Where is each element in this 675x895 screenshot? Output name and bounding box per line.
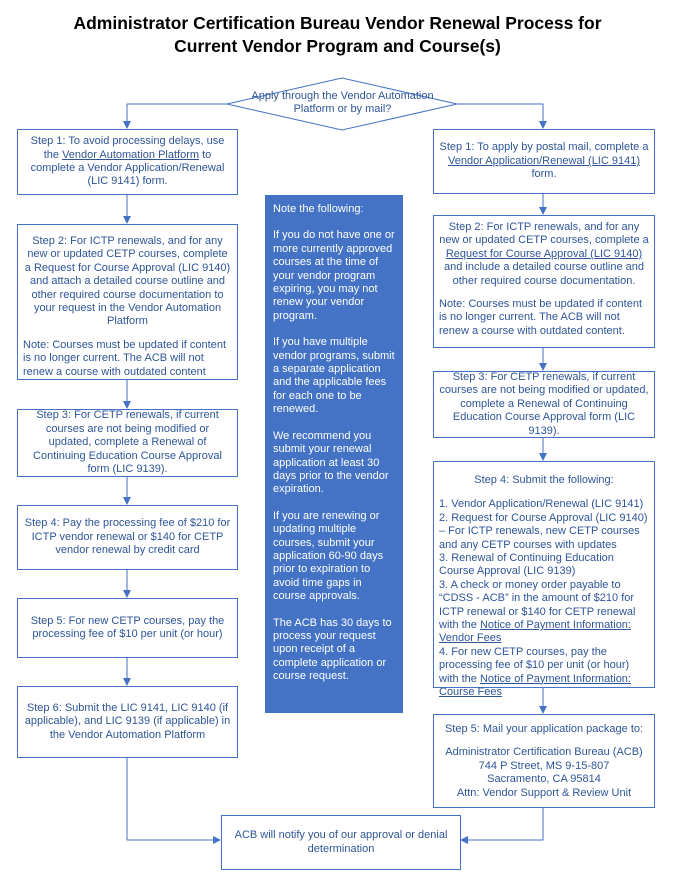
address-line-1: Administrator Certification Bureau (ACB) (445, 746, 643, 759)
address-line-2: 744 P Street, MS 9-15-807 (478, 759, 610, 772)
note-paragraph-1: If you do not have one or more currently approved courses at the time of your vendor program expiring, you may not renew your vendor program. (273, 229, 395, 322)
left-step-1 (17, 129, 238, 195)
final-notification-box (221, 815, 461, 870)
right-step-4-item-3: 3. Renewal of Continuing Education Course Approval (LIC 9139) (439, 552, 614, 578)
vendor-fees-link[interactable]: Notice of Payment Information: Vendor Fees (439, 619, 631, 645)
left-step-2-text: Step 2: For ICTP renewals, and for any new or updated CETP courses, complete a Request for Course Approval (LIC 9140) and attach a detailed course outline and other required course documentation to your request in the Vendor Automation Platform (24, 235, 231, 328)
title-line-1: Administrator Certification Bureau Vendor Renewal Process for (73, 13, 602, 33)
connector-right-final (461, 808, 543, 840)
right-step-4-item-5: 4. For new CETP courses, pay the processing fee of $10 per unit (or hour) with the (439, 645, 630, 685)
left-step-5-text: Step 5: For new CETP courses, pay the processing fee of $10 per unit (or hour) (30, 614, 225, 640)
connector-right-branch (457, 104, 543, 128)
left-step-1-text-a: Step 1: To avoid processing delays, use the (30, 135, 225, 161)
right-step-2-text-b: and include a detailed course outline and other required course documentation. (444, 261, 644, 287)
left-step-6-text: Step 6: Submit the LIC 9141, LIC 9140 (if applicable), and LIC 9139 (if applicable) in the Vendor Automation Platform (24, 701, 231, 741)
left-step-3 (17, 409, 238, 477)
right-step-2-note: Note: Courses must be updated if content is no longer current. The ACB will not renew a course with outdated content. (439, 298, 643, 337)
decision-text: Apply through the Vendor Automation Platform or by mail? (251, 90, 434, 116)
right-step-2 (433, 215, 655, 348)
right-step-4-item-4: 3. A check or money order payable to “CDSS - ACB” in the amount of $210 for ICTP renewal or $140 for CETP renewal with the (439, 578, 636, 632)
right-step-5-heading: Step 5: Mail your application package to: (444, 723, 644, 735)
left-step-3-text: Step 3: For CETP renewals, if current courses are not being modified or updated, complete a Renewal of Continuing Education Course Approval form (LIC 9139). (33, 409, 222, 476)
right-step-4-heading: Step 4: Submit the following: (474, 474, 614, 486)
note-panel (265, 195, 403, 713)
right-step-1-text-b: form. (531, 168, 557, 181)
note-paragraph-2: If you have multiple vendor programs, submit a separate application and the applicable fees for each one to be renewed. (273, 336, 395, 416)
note-paragraph-4: If you are renewing or updating multiple courses, submit your application 60-90 days prior to expiration to avoid time gaps in course approvals. (273, 509, 384, 603)
title-line-2: Current Vendor Program and Course(s) (174, 36, 501, 56)
right-step-1-text-a: Step 1: To apply by postal mail, complete a (439, 141, 649, 154)
right-step-4-item-2: 2. Request for Course Approval (LIC 9140) – For ICTP renewals, new CETP courses and any CETP courses with updates (439, 511, 648, 551)
right-step-5 (433, 714, 655, 808)
left-step-4 (17, 505, 238, 570)
right-step-3-text: Step 3: For CETP renewals, if current courses are not being modified or updated, complete a Renewal of Continuing Education Course Approval form (LIC 9139). (439, 370, 649, 437)
address-line-4: Attn: Vendor Support & Review Unit (456, 786, 632, 799)
connector-left-final (127, 758, 220, 840)
right-step-1 (433, 129, 655, 194)
right-step-4 (433, 461, 655, 699)
left-step-5 (17, 598, 238, 658)
left-step-6 (17, 686, 238, 758)
vendor-application-renewal-link[interactable]: Vendor Application/Renewal (LIC 9141) (447, 154, 640, 167)
course-fees-link[interactable]: Notice of Payment Information: Course Fees (439, 672, 631, 699)
note-paragraph-5: The ACB has 30 days to process your request upon receipt of a complete application or course request. (273, 616, 392, 683)
left-step-1-text-b: to complete a Vendor Application/Renewal (LIC 9141) form. (30, 148, 225, 188)
final-notification-text: ACB will notify you of our approval or denial determination (234, 829, 448, 855)
left-step-2 (17, 224, 238, 380)
right-step-3 (433, 371, 655, 438)
left-step-2-note: Note: Courses must be updated if content is no longer current. The ACB will not renew a course with outdated content (23, 338, 227, 378)
request-for-course-approval-link[interactable]: Request for Course Approval (LIC 9140) (445, 247, 643, 260)
address-line-3: Sacramento, CA 95814 (487, 773, 601, 786)
note-paragraph-3: We recommend you submit your renewal application at least 30 days prior to the vendor expiration. (273, 429, 389, 496)
note-heading: Note the following: (273, 203, 364, 215)
vendor-automation-platform-link[interactable]: Vendor Automation Platform (62, 148, 200, 161)
left-step-4-text: Step 4: Pay the processing fee of $210 for ICTP vendor renewal or $140 for CETP vendor renewal by credit card (24, 517, 231, 557)
connector-left-branch (127, 104, 227, 128)
right-step-2-text-a: Step 2: For ICTP renewals, and for any new or updated CETP courses, complete a (439, 221, 649, 247)
right-step-4-item-1: 1. Vendor Application/Renewal (LIC 9141) (439, 498, 644, 511)
